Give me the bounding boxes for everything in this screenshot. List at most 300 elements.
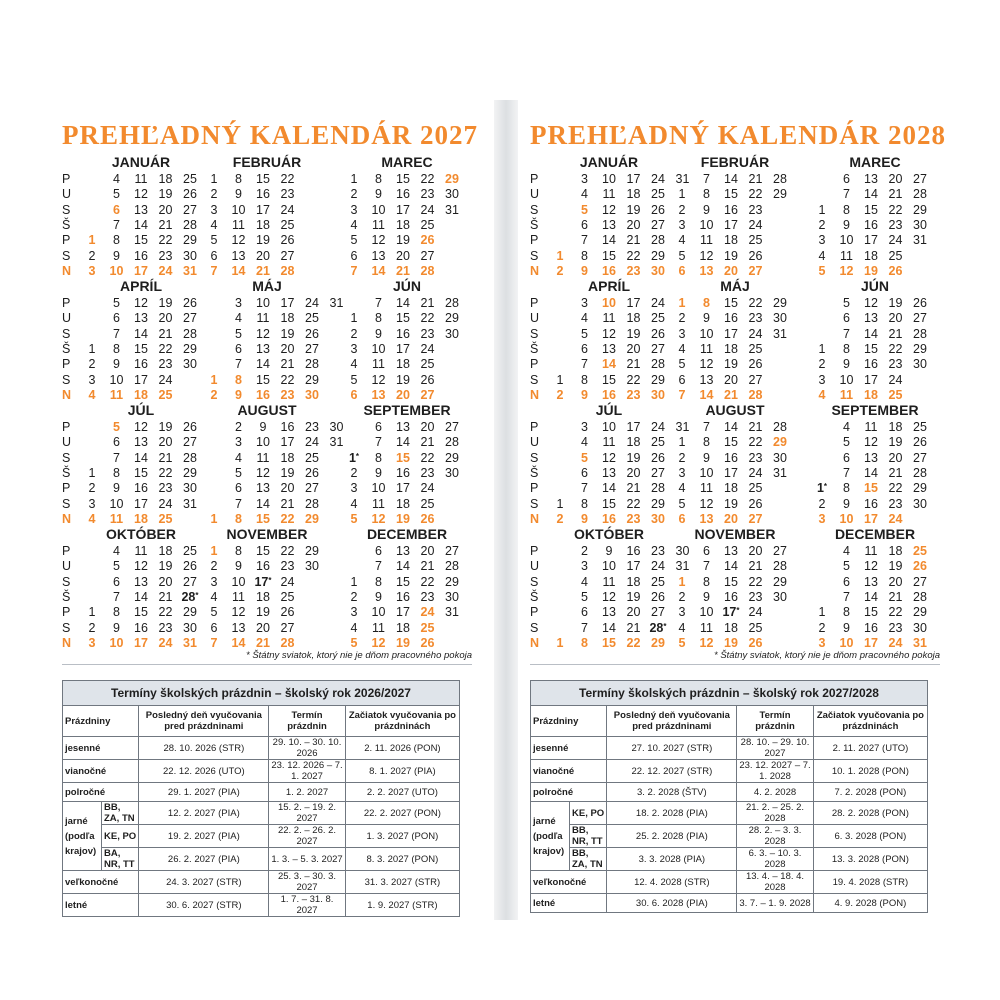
day-number: 18	[280, 450, 295, 465]
day-number: 26	[748, 635, 763, 650]
month-name: JÚN	[860, 278, 889, 294]
day-number: 23	[280, 387, 295, 402]
day-number: 23	[158, 248, 173, 263]
day-number: 1	[88, 341, 96, 356]
day-number: 27	[183, 435, 197, 450]
months-grid	[62, 154, 472, 664]
day-number: 3	[678, 326, 686, 341]
day-number: 11	[700, 341, 713, 356]
day-number: 5	[350, 233, 358, 248]
day-number: 8	[581, 372, 588, 387]
weekday-letter: N	[530, 263, 540, 278]
day-number: 6	[210, 620, 218, 635]
weekday-letter: S	[62, 248, 71, 263]
day-number: 24	[420, 202, 435, 217]
day-number: 25	[913, 544, 927, 558]
day-number: 15	[396, 311, 410, 326]
day-number: 22	[158, 233, 173, 248]
day-number: 23	[748, 311, 763, 326]
day-number: 5	[581, 326, 588, 341]
table-cell: 1. 2. 2027	[269, 783, 346, 802]
day-number: 3	[88, 263, 96, 278]
day-number: 14	[699, 387, 714, 402]
day-number: 6	[113, 202, 120, 217]
day-number: 11	[232, 589, 245, 604]
table-cell: 21. 2. – 25. 2. 2028	[737, 802, 814, 825]
weekday-letter: Š	[530, 217, 539, 232]
weekday-letter: Š	[62, 465, 71, 480]
table-row	[531, 848, 928, 871]
day-number: 21	[256, 263, 270, 278]
day-number: 18	[396, 217, 410, 232]
day-number: 15	[396, 450, 410, 465]
month-block	[342, 526, 472, 650]
region-codes: KE, PO	[102, 825, 139, 848]
day-number: 30	[183, 357, 197, 372]
day-number: 6	[581, 217, 588, 232]
table-cell: 27. 10. 2027 (STR)	[607, 737, 737, 760]
day-number: 2	[678, 589, 686, 604]
day-number: 12	[699, 357, 714, 372]
day-number: 29	[773, 187, 787, 202]
day-number: 25	[183, 544, 197, 558]
day-number: 6	[843, 450, 850, 465]
day-number: 19	[888, 435, 903, 450]
day-number: 11	[372, 496, 385, 511]
day-number: 21	[158, 326, 173, 341]
table-cell: 13. 3. 2028 (PON)	[813, 848, 927, 871]
month-block	[670, 154, 800, 278]
day-number: 15	[256, 372, 270, 387]
table-cell: 1. 3. – 5. 3. 2027	[269, 848, 346, 871]
day-number: 15	[864, 481, 878, 496]
day-number: 30	[913, 620, 927, 635]
table-cell: 30. 6. 2027 (STR)	[139, 894, 269, 917]
day-number: 8	[581, 248, 588, 263]
day-number: 4	[113, 172, 120, 186]
day-number: 10	[256, 435, 270, 450]
day-number: 30	[913, 357, 927, 372]
day-number: 22	[420, 172, 435, 186]
day-number: 27	[913, 450, 927, 465]
month-block	[342, 278, 472, 402]
day-number: 13	[864, 450, 878, 465]
day-number: 28	[183, 326, 197, 341]
day-number: 24	[651, 296, 665, 310]
day-number: 22	[420, 450, 435, 465]
day-number: 16	[724, 589, 738, 604]
day-number: 12	[699, 496, 714, 511]
day-number: 5	[113, 187, 120, 202]
weekday-letter: N	[62, 263, 72, 278]
day-number: 6	[678, 263, 686, 278]
day-number: 21	[280, 357, 295, 372]
day-number: 26	[420, 511, 435, 526]
day-number: 25	[420, 496, 435, 511]
day-number: 14	[864, 326, 878, 341]
day-number: 2	[235, 420, 242, 434]
table-cell: 25. 3. – 30. 3. 2027	[269, 871, 346, 894]
day-number: 10	[231, 202, 246, 217]
day-number: 6	[703, 544, 710, 558]
day-number: 6	[113, 311, 120, 326]
day-number: 7	[703, 172, 710, 186]
day-number: 28	[913, 187, 927, 202]
day-number: 16	[864, 496, 878, 511]
day-number: 2	[556, 263, 564, 278]
day-number: 21	[626, 620, 641, 635]
day-number: 27	[651, 341, 665, 356]
column-header: Začiatok vyučovania po prázdninách	[345, 706, 459, 737]
day-number: 18	[888, 544, 903, 558]
day-number: 3	[210, 202, 218, 217]
table-row	[63, 848, 460, 871]
table-caption: Termíny školských prázdnin – školský rok 2026/2027	[63, 681, 460, 706]
day-number: 29	[183, 341, 197, 356]
month-name: APRÍL	[120, 278, 162, 294]
day-number: 25	[420, 357, 435, 372]
day-number: 12	[134, 296, 148, 310]
day-number: 23	[305, 420, 319, 434]
day-number: 11	[864, 544, 878, 558]
weekday-letter: P	[530, 420, 539, 434]
day-number: 12	[864, 435, 878, 450]
day-number: 25	[888, 387, 903, 402]
day-number: 28	[773, 172, 787, 186]
day-number: 10	[109, 372, 124, 387]
day-number: 4	[843, 420, 850, 434]
day-number: 27	[913, 311, 927, 326]
day-number: 24	[748, 605, 763, 620]
weekday-letter: P	[62, 481, 71, 496]
day-number: 5	[581, 202, 588, 217]
day-number: 1	[678, 187, 686, 202]
day-number: 15	[396, 172, 410, 186]
day-number: 27	[651, 465, 665, 480]
day-number: 23	[888, 357, 903, 372]
day-number: 7	[375, 296, 382, 310]
day-number: 16	[256, 559, 270, 574]
weekday-letter: N	[530, 511, 540, 526]
day-number: 25	[748, 481, 763, 496]
day-number: 7	[581, 620, 588, 635]
day-number: 13	[699, 511, 714, 526]
day-number: 17	[724, 217, 738, 232]
table-cell: 12. 2. 2027 (PIA)	[139, 802, 269, 825]
day-number: 7	[113, 450, 120, 465]
day-number: 23	[420, 589, 435, 604]
day-number: 24	[420, 341, 435, 356]
weekday-letter: Š	[62, 341, 71, 356]
day-number: 14	[134, 217, 148, 232]
day-number: 8	[581, 496, 588, 511]
day-number: 19	[724, 248, 738, 263]
month-name: NOVEMBER	[226, 526, 308, 542]
day-number: 24	[888, 233, 903, 248]
day-number: 16	[134, 357, 148, 372]
day-number: 4	[843, 544, 850, 558]
day-number: 5	[113, 559, 120, 574]
day-number: 16	[134, 248, 148, 263]
day-number: 22	[280, 372, 295, 387]
day-number: 30	[329, 420, 344, 434]
day-number: 6	[350, 248, 358, 263]
day-number: 19	[280, 465, 295, 480]
weekday-letter: N	[62, 387, 72, 402]
day-number: 16	[602, 387, 616, 402]
day-number: 27	[280, 248, 295, 263]
day-number: 23	[280, 559, 295, 574]
day-number: 28	[773, 559, 787, 574]
day-number: 16	[602, 511, 616, 526]
day-number: 29	[183, 233, 197, 248]
table-cell: 3. 7. – 1. 9. 2028	[737, 894, 814, 913]
holiday-name: vianočné	[531, 760, 607, 783]
day-number: 23	[888, 496, 903, 511]
day-number: 19	[724, 357, 738, 372]
table-row	[531, 802, 928, 825]
day-number: 26	[280, 233, 295, 248]
day-number: 20	[420, 544, 435, 558]
day-number: 24	[888, 372, 903, 387]
table-row	[63, 802, 460, 825]
day-number: 26	[913, 296, 927, 310]
day-number: 3	[235, 296, 242, 310]
day-number: 27	[748, 372, 763, 387]
day-number: 25	[748, 620, 763, 635]
day-number: 7	[581, 357, 588, 372]
day-number: 7	[581, 481, 588, 496]
divider	[530, 664, 940, 665]
table-cell: 31. 3. 2027 (STR)	[345, 871, 459, 894]
day-number: 14	[396, 296, 410, 310]
weekday-letter: P	[530, 357, 539, 372]
day-number: 12	[602, 202, 616, 217]
day-number: 10	[699, 217, 714, 232]
day-number: 14	[134, 589, 148, 604]
day-number: 21	[420, 435, 435, 450]
day-number: 4	[678, 620, 686, 635]
day-number: 8	[703, 187, 710, 202]
day-number: 4	[581, 435, 588, 450]
day-number: 7	[581, 233, 588, 248]
day-number: 6	[210, 248, 218, 263]
day-number: 20	[626, 341, 641, 356]
day-number: 4	[818, 248, 826, 263]
day-number: 21	[724, 387, 738, 402]
weekday-letter: P	[62, 357, 71, 372]
day-number: 19	[626, 589, 641, 604]
day-number: 28	[651, 357, 665, 372]
weekday-letter: N	[530, 635, 540, 650]
day-number: 25	[651, 187, 665, 202]
day-number: 30	[773, 589, 787, 604]
day-number: 13	[256, 341, 270, 356]
day-number: 8	[375, 172, 382, 186]
weekday-letter: P	[62, 420, 71, 434]
day-number: 30	[651, 387, 665, 402]
day-number: 16	[724, 450, 738, 465]
day-number: 17	[864, 372, 878, 387]
day-number: 29	[773, 435, 787, 450]
day-number: 17	[256, 202, 270, 217]
column-header: Termín prázdnin	[737, 706, 814, 737]
day-number: 3	[581, 420, 588, 434]
holiday-name: veľkonočné	[531, 871, 607, 894]
day-number: 9	[375, 589, 382, 604]
day-number: 29	[913, 605, 927, 620]
day-number: 29	[651, 372, 665, 387]
calendar-page-2028	[530, 118, 947, 909]
day-number: 1	[210, 172, 218, 186]
day-number: 19	[256, 233, 270, 248]
day-number: 13	[699, 372, 714, 387]
day-number: 13	[602, 465, 616, 480]
day-number: 27	[913, 172, 927, 186]
day-number: 30	[183, 248, 197, 263]
weekday-letter: P	[62, 605, 71, 620]
day-number: 14	[231, 635, 246, 650]
day-number: 12	[134, 420, 148, 434]
month-name: OKTÓBER	[574, 526, 644, 542]
day-number: 6	[581, 465, 588, 480]
day-number: 11	[256, 311, 270, 326]
day-number: 8	[235, 172, 242, 186]
day-number: 19	[158, 187, 173, 202]
day-number: 29	[183, 605, 197, 620]
day-number: 31	[773, 326, 787, 341]
day-number: 28	[445, 296, 459, 310]
day-number: 2	[818, 496, 826, 511]
day-number: 2	[678, 450, 686, 465]
day-number: 17	[280, 296, 295, 310]
day-number: 4	[88, 387, 96, 402]
day-number: 3	[350, 341, 358, 356]
day-number: 29	[651, 496, 665, 511]
day-number: 30	[773, 450, 787, 465]
weekday-letter: S	[62, 326, 71, 341]
day-number: 22	[280, 511, 295, 526]
day-number: 24	[651, 172, 665, 186]
weekday-letter: S	[530, 326, 539, 341]
weekday-letter: U	[62, 187, 72, 202]
table-cell: 25. 2. 2028 (PIA)	[607, 825, 737, 848]
month-block	[530, 402, 690, 526]
day-number: 10	[371, 202, 386, 217]
day-number: 27	[305, 481, 319, 496]
day-number: 24	[888, 635, 903, 650]
weekday-letter: U	[62, 559, 72, 574]
day-number: 10	[699, 465, 714, 480]
day-number: 17	[864, 635, 878, 650]
day-number: 23	[651, 544, 665, 558]
month-block	[62, 526, 199, 650]
day-number: 4	[113, 544, 120, 558]
day-number: 22	[748, 574, 763, 589]
day-number: 29	[305, 511, 319, 526]
day-number: 4	[678, 233, 686, 248]
day-number: 19	[724, 635, 738, 650]
day-number: 25	[158, 511, 173, 526]
weekday-letter: P	[62, 233, 71, 248]
day-number: 20	[158, 202, 173, 217]
day-number: 25	[158, 387, 173, 402]
holiday-name: jesenné	[63, 737, 139, 760]
day-number: 16	[396, 465, 410, 480]
day-number: 8	[235, 544, 242, 558]
day-number: 24	[748, 465, 763, 480]
day-number: 12	[602, 326, 616, 341]
day-number: 22	[888, 341, 903, 356]
day-number: 21	[158, 450, 173, 465]
day-number: 4	[350, 620, 358, 635]
table-cell: 10. 1. 2028 (PON)	[813, 760, 927, 783]
month-name: JANUÁR	[111, 154, 171, 170]
day-number: 10	[602, 296, 616, 310]
day-number: 29	[913, 481, 927, 496]
day-number: 17	[396, 202, 410, 217]
table-row	[531, 737, 928, 760]
day-number: 4	[581, 187, 588, 202]
day-number: 19	[888, 296, 903, 310]
table-header-row	[63, 706, 460, 737]
day-number: 28*	[649, 620, 667, 635]
page-title: PREHĽADNÝ KALENDÁR 2027	[62, 120, 479, 150]
day-number: 21	[748, 420, 763, 434]
day-number: 28	[913, 589, 927, 604]
column-header: Posledný deň vyučovania pred prázdninami	[139, 706, 269, 737]
day-number: 5	[350, 635, 358, 650]
day-number: 15	[134, 341, 148, 356]
day-number: 31	[445, 605, 459, 620]
day-number: 28	[913, 465, 927, 480]
weekday-letter: U	[62, 435, 72, 450]
day-number: 20	[158, 574, 173, 589]
table-cell: 3. 2. 2028 (ŠTV)	[607, 783, 737, 802]
day-number: 26	[420, 233, 435, 248]
day-number: 15	[864, 341, 878, 356]
day-number: 26	[651, 202, 665, 217]
day-number: 20	[724, 511, 738, 526]
day-number: 23	[158, 481, 173, 496]
day-number: 3	[210, 574, 218, 589]
day-number: 31	[675, 172, 690, 186]
day-number: 11	[700, 620, 713, 635]
month-name: APRÍL	[588, 278, 630, 294]
day-number: 13	[134, 311, 148, 326]
day-number: 28	[651, 233, 665, 248]
day-number: 8	[113, 465, 120, 480]
day-number: 12	[839, 263, 854, 278]
day-number: 23	[748, 450, 763, 465]
day-number: 24	[748, 217, 763, 232]
day-number: 15	[134, 465, 148, 480]
day-number: 23	[748, 202, 763, 217]
day-number: 4	[350, 217, 358, 232]
day-number: 27	[305, 341, 319, 356]
day-number: 14	[256, 496, 270, 511]
day-number: 11	[134, 544, 148, 558]
day-number: 5	[843, 435, 850, 450]
footnote: * Štátny sviatok, ktorý nie je dňom pracovného pokoja	[713, 650, 940, 661]
day-number: 31	[183, 635, 197, 650]
day-number: 10	[602, 559, 616, 574]
day-number: 7	[375, 435, 382, 450]
day-number: 18	[256, 589, 270, 604]
day-number: 8	[113, 341, 120, 356]
day-number: 1	[556, 635, 564, 650]
day-number: 9	[843, 217, 850, 232]
